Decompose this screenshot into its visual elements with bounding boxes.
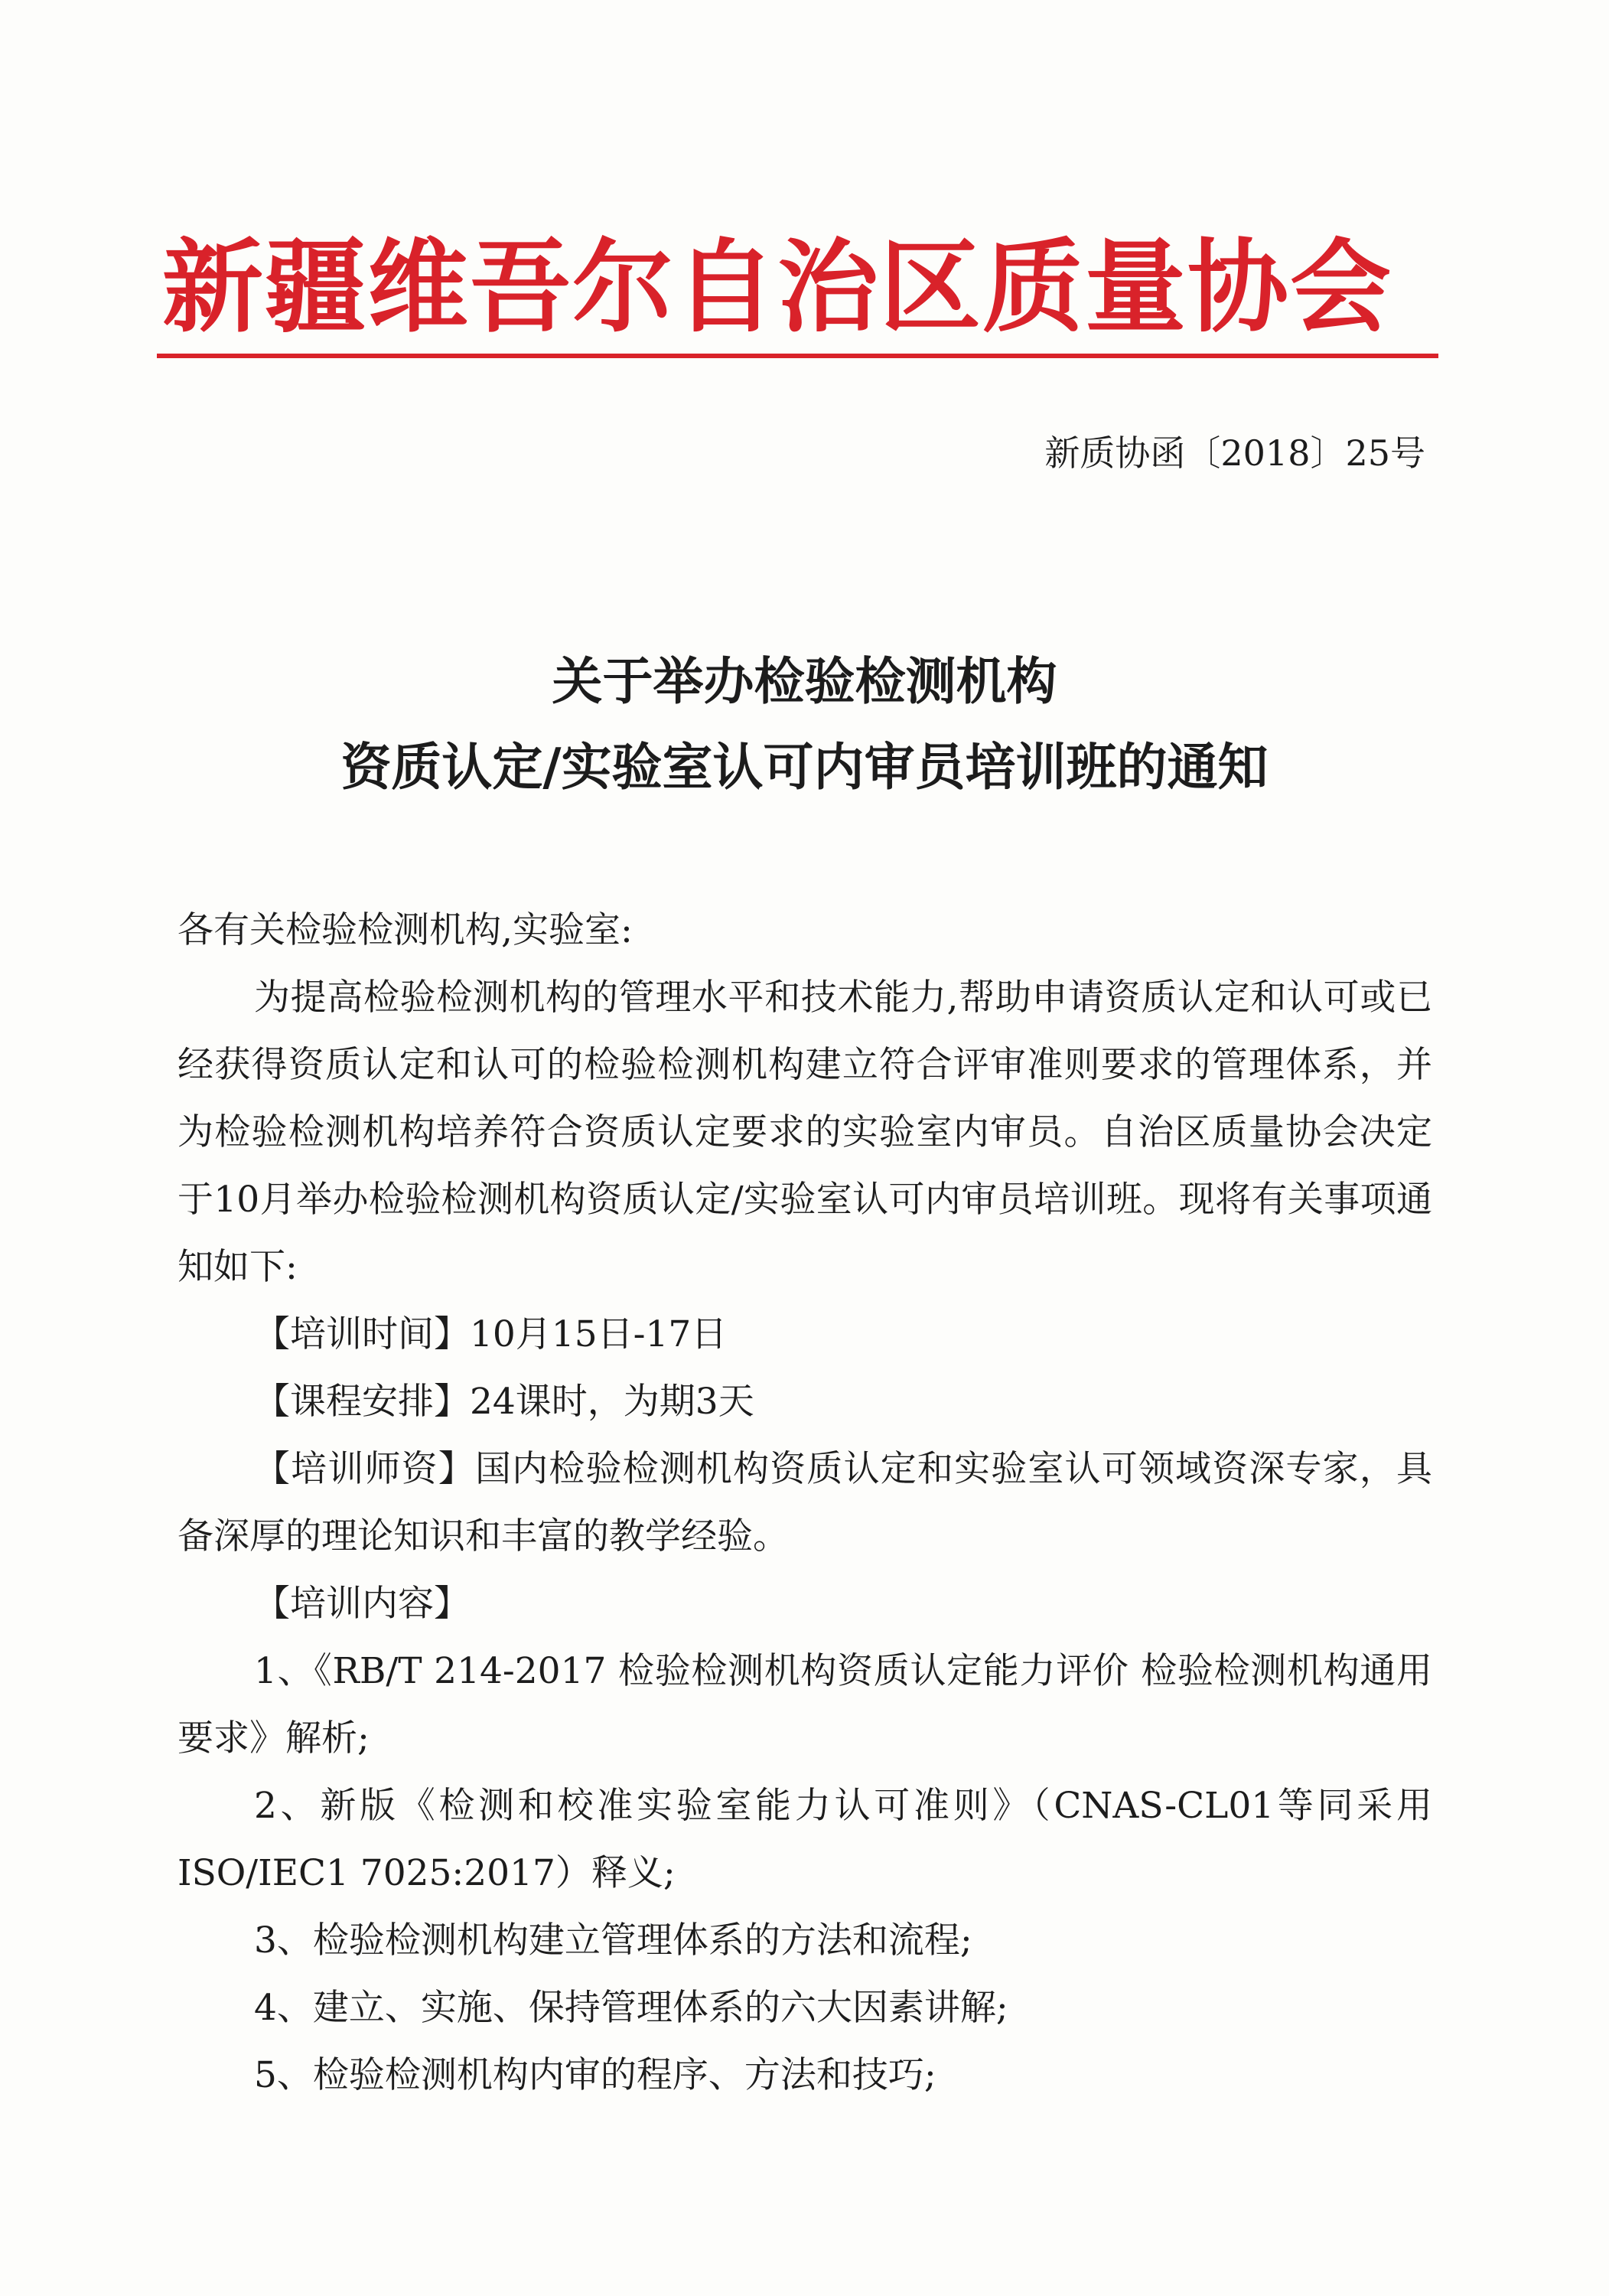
content-list-item: 5、检验检测机构内审的程序、方法和技巧; — [254, 2054, 936, 2096]
notice-title-line-1: 关于举办检验检测机构 — [552, 651, 1057, 711]
salutation: 各有关检验检测机构,实验室: — [178, 909, 633, 951]
intro-paragraph: 为提高检验检测机构的管理水平和技术能力,帮助申请资质认定和认可或已经获得资质认定和认可的检验检测机构建立符合评审准则要求的管理体系，并为检验检测机构培养符合资质认定要求的实验室内审员。自治区质量协会决定于10月举办检验检测机构资质认定/实验室认可内审员培训班。现将有关事项通知如下: — [178, 977, 1432, 1288]
letterhead-org-name: 新疆维吾尔自治区质量协会 — [162, 229, 1392, 347]
info-item-instructors — [178, 1436, 1432, 1570]
info-item-text: 10月15日-17日 — [470, 1313, 728, 1355]
info-item-text: 国内检验检测机构资质认定和实验室认可领域资深专家，具备深厚的理论知识和丰富的教学经验。 — [178, 1448, 1432, 1557]
info-item-label: 【培训师资】 — [254, 1448, 475, 1490]
info-item-training-time — [178, 1301, 1432, 1368]
notice-title-line-2: 资质认定/实验室认可内审员培训班的通知 — [340, 737, 1269, 797]
document-number: 新质协函〔2018〕25号 — [1044, 432, 1425, 474]
content-list-item: 4、建立、实施、保持管理体系的六大因素讲解; — [254, 1987, 1008, 2029]
letterhead-red-rule — [157, 354, 1438, 358]
info-item-text: 24课时，为期3天 — [470, 1381, 754, 1423]
info-item-label: 【培训时间】 — [254, 1313, 470, 1355]
content-list-item: 1、《RB/T 214-2017 检验检测机构资质认定能力评价 检验检测机构通用要求》解析; — [178, 1650, 1432, 1760]
info-item-course-schedule — [178, 1368, 1432, 1436]
info-item-label: 【课程安排】 — [254, 1381, 470, 1423]
content-list-item: 3、检验检测机构建立管理体系的方法和流程; — [254, 1919, 972, 1962]
content-list-item: 2、新版《检测和校准实验室能力认可准则》（CNAS-CL01等同采用ISO/IEC1 7025:2017）释义; — [178, 1785, 1432, 1894]
notice-body — [178, 897, 1432, 2109]
info-item-label: 【培训内容】 — [254, 1583, 470, 1625]
info-item-training-content — [178, 1570, 1432, 1638]
